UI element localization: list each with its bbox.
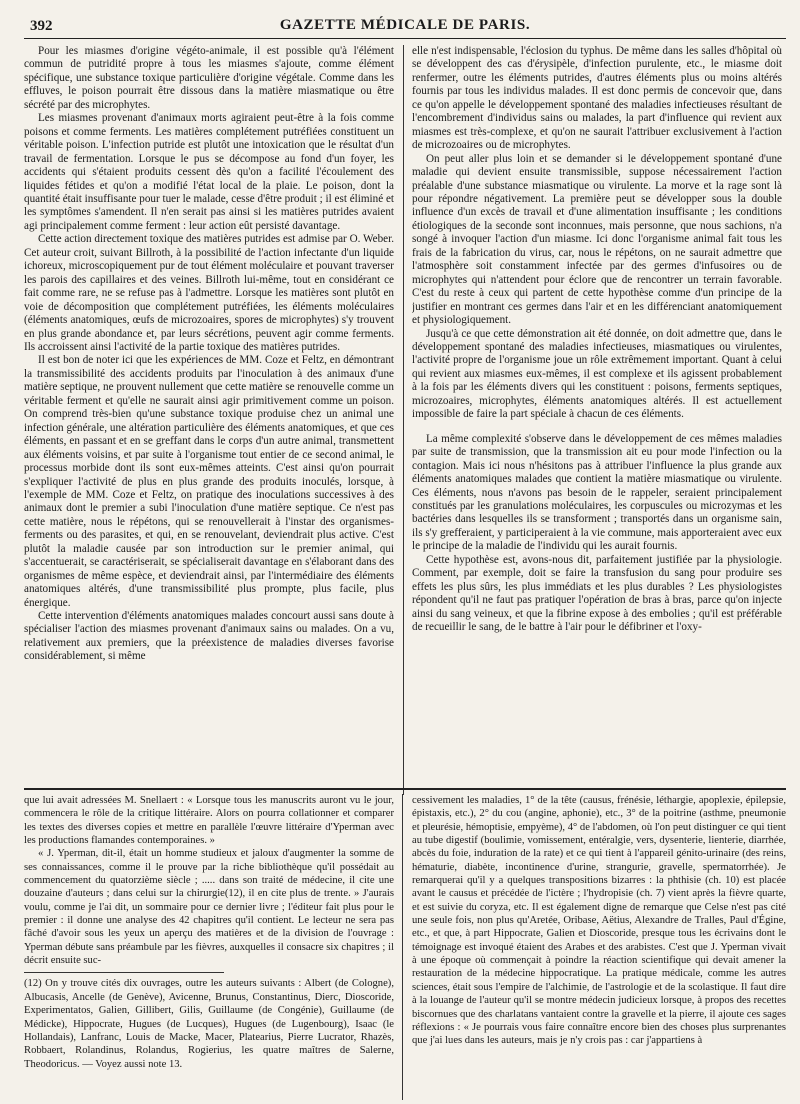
paragraph: Il est bon de noter ici que les expériences de MM. Coze et Feltz, en démontrant la transmissibilité des accidents produits par l'inoculation à des animaux d'une matière septique, ne prouvent nullement que cette matière se renouvelle comme un véritable ferment et qu'elle ne saurait ainsi agir primitivement comme un poison. On comprend très-bien qu'une substance toxique produise chez un animal une infection générale, une altération particulière des éléments anatomiques, et que ces éléments, en passant et en se greffant dans le corps d'un autre animal, transmettent aux éléments voisins, et par suite à l'organisme tout entier de ce second animal, le processus morbide dont ils sont eux-mêmes atteints. C'est ainsi qu'on pourrait s'expliquer l'activité de plus en plus grande des produits inoculés, lorsque, à l'exemple de MM. Coze et Feltz, on pratique des inoculations successives à des animaux dont le premier a subi l'inoculation d'une matière septique. Ce n'est pas cette matière, nous le répétons, qui se renouvellerait à l'instar des organismes-ferments ou des parasites, et qui, en se renouvelant, deviendrait plus active. C'est plutôt la maladie causée par son introduction sur le premier animal, qui s'accentuerait, se caractériserait, se spécialiserait davantage en s'élaborant dans des organismes de même espèce, et deviendrait ainsi, par l'intermédiaire des éléments anatomiques altérés, d'une transmissibilité plus prompte, plus facile, plus énergique. bbox=[24, 354, 394, 609]
main-text bbox=[24, 45, 786, 795]
paragraph: Cette intervention d'éléments anatomiques malades concourt aussi sans doute à spécialiser l'action des miasmes provenant d'animaux sains ou malades. On a vu, relativement aux premiers, que la préexistence de maladies diverses favorise considérablement, si même bbox=[24, 610, 394, 663]
paragraph: On peut aller plus loin et se demander si le développement spontané d'une maladie qui devient ensuite transmissible, suppose nécessairement l'action préalable d'une substance miasmatique ou virulente. La morve et la rage sont là pour répondre négativement. La première peut se développer sous la double influence d'un excès de travail et d'une alimentation insuffisante ; les conditions étiologiques de la seconde sont inconnues, mais personne, que nous sachions, n'a songé à invoquer l'action d'un miasme. Ici donc l'organisme animal fait tous les frais de la fabrication du virus, car, nous le répétons, on ne saurait admettre que l'atmosphère soit constamment infectée par des germes d'infusoires ou de microphytes qui n'attendent pour éclore que de rencontrer un terrain favorable. C'est du reste à ceux qui partent de cette hypothèse comme d'un principe de la justifier en montrant ces germes dans l'air et en les différenciant anatomiquement et physiologiquement. bbox=[412, 152, 782, 327]
paragraph: Jusqu'à ce que cette démonstration ait été donnée, on doit admettre que, dans le développement spontané des maladies infectieuses, miasmatiques ou virulentes, l'activité propre de l'organisme joue un rôle extrêmement important. Quant à celui qui revient aux miasmes eux-mêmes, il est complexe et ils agissent probablement à la fois par les éléments divers qui les constituent : poisons, ferments septiques, microzoaires, microphytes, éléments anatomiques altérés. Il est actuellement impossible de faire la part spéciale à chacun de ces éléments. bbox=[412, 327, 782, 421]
paragraph: que lui avait adressées M. Snellaert : « Lorsque tous les manuscrits auront vu le jour, commencera le rôle de la critique littéraire. Alors on pourra collationner et comparer les textes des diverses copies et mettre en parallèle l'œuvre littéraire d'Yperman avec les productions flamandes contemporaines. » bbox=[24, 795, 394, 847]
paragraph: Cette hypothèse est, avons-nous dit, parfaitement justifiée par la physiologie. Comment, par exemple, doit se faire la transfusion du sang pour produire ses effets les plus sûrs, les plus immédiats et les plus durables ? Les physiologistes répondent qu'il ne faut pas pratiquer l'opération de bras à bras, parce qu'on injecte ainsi du sang veineux, et que la fibrine expose à des embolies ; qu'il est préférable de recueillir le sang, de le battre à l'air pour le défibriner et l'oxy- bbox=[412, 553, 782, 634]
paragraph: cessivement les maladies, 1° de la tête (causus, frénésie, léthargie, apoplexie, épilepsie, épistaxis, etc.), 2° du cou (angine, aphonie), etc., 3° de la poitrine (asthme, pneumonie et pleurésie, hémoptisie, empyème), 4° de l'abdomen, où l'on peut distinguer ce qui tient au tube digestif (boulimie, vomissement, entéralgie, vers, dysenterie, lienterie, diarrhée, abcès du foie, induration de la rate) et ce qui tient à l'appareil génito-urinaire (des reins, hématurie, diabète, incontinence d'urine, strangurie, gravelle, spermatorrhée). Je remarquerai qu'il y a quelques transpositions bizarres : la phthisie (ch. 10) est placée avant le causus et précédée de l'ictère ; l'hydropisie (ch. 7) vient après la fièvre quarte, et est suivie du coryza, etc. Il est également digne de remarque que Celse n'est pas cité une seule fois, non plus qu'Aretée, Oribase, Aëtius, Alexandre de Tralles, Paul d'Égine, etc., et que, à part Hippocrate, Galien et Dioscoride, presque tous les écrivains dont le témoignage est invoqué étaient des Arabes et des arabistes. C'est que J. Yperman vivait à une époque où commençait à poindre la réaction scientifique qui devait amener la restauration de la médecine hippocratique. La pratique médicale, comme les autres sciences, était sous l'empire de l'alchimie, de l'astrologie et de la scolastique. Il faut dire à la louange de l'auteur qu'il se montre médecin judicieux lorsque, à propos des recettes biscornues que des charlatans vantaient contre la gravelle et la pierre, il ajoute ces sages réflexions : « Je pourrais vous faire connaître encore bien des choses plus surprenantes que j'ai lues dans les auteurs, mais je n'y crois pas : car j'appartiens à bbox=[412, 795, 786, 1047]
paragraph: elle n'est indispensable, l'éclosion du typhus. De même dans les salles d'hôpital où se développent des cas d'érysipèle, d'infection purulente, etc., le miasme doit renfermer, outre les éléments putrides, d'autres éléments plus ou moins altérés fournis par tous les individus malades. Il est donc permis de concevoir que, dans ce qu'on appelle le développement spontané des maladies infectieuses résultant de l'encombrement d'individus sains ou malades, la part d'influence qui revient aux miasmes est très-complexe, et qu'on ne saurait l'attribuer exclusivement à l'action de microzoaires ou de microphytes. bbox=[412, 45, 782, 152]
feuilleton-right-column bbox=[412, 794, 786, 1100]
paragraph: Cette action directement toxique des matières putrides est admise par O. Weber. Cet auteur croit, suivant Billroth, à la possibilité de l'action infectante d'un liquide ichoreux, microscopiquement pur de tout élément moléculaire et pouvant traverser les parois des capillaires et des veines. Billroth lui-même, tout en considérant ce fait comme rare, ne se refuse pas à l'admettre. Lorsque les matières sont plutôt en voie de décomposition que complétement putréfiées, les éléments moléculaires (éléments anatomiques, œufs de microzoaires, spores de microphytes) s'y trouvent en plus grande abondance et, par leurs sécrétions, peuvent agir comme ferments. Ils accroissent ainsi l'activité de la partie toxique des matières putrides. bbox=[24, 233, 394, 353]
running-header bbox=[24, 12, 786, 39]
footnote-rule bbox=[24, 972, 224, 973]
feuilleton-column-divider bbox=[402, 794, 403, 1100]
footnote: (12) On y trouve cités dix ouvrages, outre les auteurs suivants : Albert (de Cologne), Albucasis, Ancelle (de Genève), Avicenne, Brunus, Constantinus, Dierc, Dioscoride, Experimentatos, Galien, Gillibert, Gilis, Guillaume (de Congénie), Guillaume (de Médicke), Hippocrate, Hugues (de Lucques), Hugues (de Lugenbourg), Isaac (le Hollandais), Lanfranc, Louis de Macke, Macer, Platearius, Pierre Lucrator, Rhazès, Robbaert, Rolandinus, Rolandus, Rogierius, les quatre maîtres de Salerne, Theodoricus. — Voyez aussi note 13. bbox=[24, 978, 394, 1070]
column-divider bbox=[403, 45, 404, 795]
paragraph: Les miasmes provenant d'animaux morts agiraient peut-être à la fois comme poisons et comme ferments. Les matières complétement putréfiées constituent un véritable poison. L'infection putride est plutôt une intoxication que le résultat d'un travail de fermentation. Lorsque le pus se décompose au fond d'un foyer, les accidents qui s'étaient produits cessent dès qu'on a facilité l'écoulement des liquides fétides et qu'on a modifié l'état local de la plaie. Le poison, dont la quantité était insuffisante pour tuer le malade, cesse d'être produit ; il est éliminé et les symptômes s'amendent. Il n'en serait pas ainsi si les matières putrides avaient agi principalement comme ferment : leur action eût persisté davantage. bbox=[24, 112, 394, 232]
right-column bbox=[412, 45, 782, 795]
paragraph: Pour les miasmes d'origine végéto-animale, il est possible qu'à l'élément commun de putridité propre à tous les miasmes s'ajoute, comme élément spécifique, une substance toxique particulière d'origine végétale. Comme dans les effluves, le poison pourrait être dissous dans la matière miasmatique ou être sécrété par des microphytes. bbox=[24, 45, 394, 111]
left-column bbox=[24, 45, 394, 795]
paragraph: La même complexité s'observe dans le développement de ces mêmes maladies par suite de transmission, que la transmission ait eu pour mode l'infection ou la contagion. Mais ici nous n'hésitons pas à attribuer l'influence la plus grande aux éléments anatomiques malades que contient la matière miasmatique ou virulente. Ces éléments, nous n'avons pas besoin de le rappeler, seraient principalement constitués par les granulations moléculaires, les corpuscules ou microzymas et les bactéries dans lesquelles ils se transforment ; transportés dans un organisme sain, ils s'y grefferaient, y participeraient à la vie commune, mais apporteraient avec eux le principe de la maladie de l'individu qui les aurait fournis. bbox=[412, 432, 782, 553]
journal-title: GAZETTE MÉDICALE DE PARIS. bbox=[279, 17, 531, 33]
page-number: 392 bbox=[30, 18, 53, 34]
paragraph: « J. Yperman, dit-il, était un homme studieux et jaloux d'augmenter la somme de ses connaissances, comme il le prouve par la riche bibliothèque qu'il possédait au commencement du quatorzième siècle ; ..... dans son traité de médecine, il cite une douzaine d'auteurs ; dans celui sur la chirurgie(12), il en cite plus de trente. » J'aurais voulu, comme je l'ai dit, un sommaire pour ce dernier livre ; l'éditeur fait plus pour le premier : il donne une analyse des 42 chapitres qu'il contient. Le lecteur ne sera pas fâché d'avoir sous les yeux un aperçu des matières et de la division de l'ouvrage : Yperman débute sans préambule par les fièvres, auxquelles il consacre six chapitres ; il décrit ensuite suc- bbox=[24, 848, 394, 967]
feuilleton-divider bbox=[24, 788, 786, 790]
feuilleton-left-column bbox=[24, 794, 394, 1100]
